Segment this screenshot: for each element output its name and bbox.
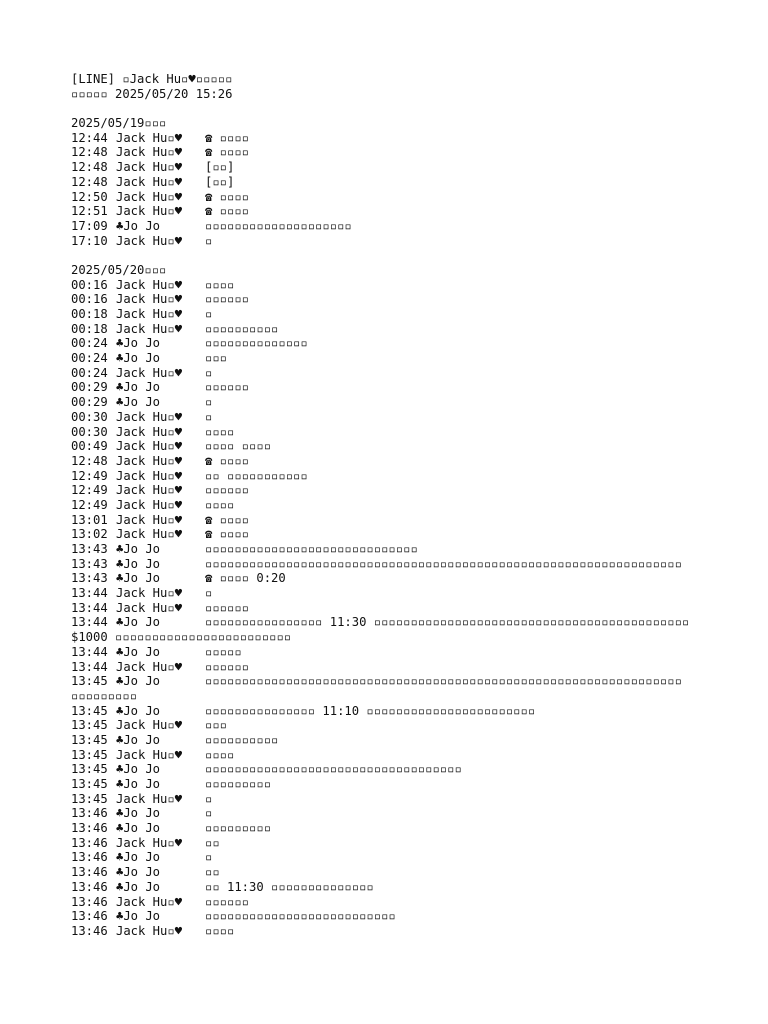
message-sender: Jack Hu▫♥	[116, 747, 183, 762]
message-time: 13:45	[71, 747, 108, 762]
message-row	[71, 601, 711, 616]
message-row	[71, 336, 711, 351]
message-row	[71, 895, 711, 910]
message-text: ▫▫▫▫▫▫▫▫▫▫▫▫▫▫▫▫▫▫▫▫	[205, 218, 352, 233]
message-row	[71, 557, 711, 572]
message-time: 13:46	[71, 806, 108, 821]
message-text: ▫▫▫▫	[205, 497, 235, 512]
message-row	[71, 454, 711, 469]
message-row	[71, 615, 711, 630]
message-sender: Jack Hu▫♥	[116, 307, 183, 321]
message-text: ☎ ▫▫▫▫	[205, 130, 250, 145]
message-time: 12:48	[71, 453, 108, 468]
message-sender: ♣Jo Jo	[116, 909, 161, 924]
message-sender: Jack Hu▫♥	[116, 174, 183, 189]
message-sender: Jack Hu▫♥	[116, 600, 183, 615]
message-row	[71, 571, 711, 586]
message-sender: Jack Hu▫♥	[116, 791, 183, 806]
message-sender: ♣Jo Jo	[116, 674, 161, 689]
message-time: 17:09	[71, 218, 108, 233]
message-sender: Jack Hu▫♥	[116, 718, 183, 733]
message-text-continuation: $1000 ▫▫▫▫▫▫▫▫▫▫▫▫▫▫▫▫▫▫▫▫▫▫▫▫	[71, 630, 292, 645]
message-row	[71, 806, 711, 821]
message-text: [▫▫]	[205, 174, 235, 189]
message-text: ☎ ▫▫▫▫	[205, 145, 250, 160]
message-time: 12:48	[71, 174, 108, 189]
message-sender: ♣Jo Jo	[116, 732, 161, 747]
message-time: 12:50	[71, 189, 108, 204]
message-text: ▫▫▫▫	[205, 277, 235, 292]
message-time: 00:16	[71, 277, 108, 292]
message-time: 13:44	[71, 615, 108, 630]
message-row	[71, 160, 711, 175]
chat-transcript	[71, 72, 711, 939]
message-time: 13:45	[71, 762, 108, 777]
message-text: ▫▫▫▫	[205, 424, 235, 439]
message-row	[71, 924, 711, 939]
message-sender: Jack Hu▫♥	[116, 497, 183, 512]
message-time: 00:30	[71, 409, 108, 424]
message-sender: Jack Hu▫♥	[116, 233, 183, 248]
message-text: ▫▫▫▫▫	[205, 644, 242, 659]
message-sender: ♣Jo Jo	[116, 380, 161, 395]
message-time: 13:45	[71, 791, 108, 806]
message-time: 13:45	[71, 703, 108, 718]
message-row	[71, 498, 711, 513]
message-sender: ♣Jo Jo	[116, 351, 161, 366]
message-text: ▫	[205, 806, 213, 821]
message-text: ▫	[205, 791, 213, 806]
message-time: 13:46	[71, 894, 108, 909]
message-row	[71, 278, 711, 293]
message-sender: Jack Hu▫♥	[116, 527, 183, 542]
message-row	[71, 836, 711, 851]
message-text: ▫▫▫▫▫▫▫▫▫▫	[205, 732, 279, 747]
message-time: 12:51	[71, 204, 108, 219]
message-row	[71, 792, 711, 807]
message-row	[71, 469, 711, 484]
message-text: ▫▫▫▫▫▫▫▫▫▫▫▫▫▫▫▫▫▫▫▫▫▫▫▫▫▫▫▫▫	[205, 542, 418, 556]
message-time: 00:24	[71, 351, 108, 366]
message-row	[71, 175, 711, 190]
message-row	[71, 733, 711, 748]
message-row	[71, 542, 711, 557]
message-row	[71, 219, 711, 234]
message-time: 00:24	[71, 365, 108, 380]
message-sender: Jack Hu▫♥	[116, 659, 183, 674]
message-sender: Jack Hu▫♥	[116, 894, 183, 909]
message-row	[71, 909, 711, 924]
message-row	[71, 145, 711, 160]
message-text: ▫▫ ▫▫▫▫▫▫▫▫▫▫▫	[205, 468, 308, 483]
message-text: ▫▫▫▫▫▫	[205, 600, 250, 615]
message-text: ▫▫▫	[205, 718, 228, 733]
message-time: 12:49	[71, 483, 108, 498]
message-sender: ♣Jo Jo	[116, 556, 161, 571]
message-text: ▫▫▫▫▫▫	[205, 659, 250, 674]
message-row	[71, 483, 711, 498]
message-row	[71, 718, 711, 733]
message-text: ☎ ▫▫▫▫	[205, 453, 250, 468]
message-text: ▫▫▫▫▫▫▫▫▫▫▫▫▫▫▫▫ 11:30 ▫▫▫▫▫▫▫▫▫▫▫▫▫▫▫▫▫▫▫▫▫▫▫▫▫▫▫▫▫▫▫▫▫▫▫▫▫▫▫▫▫▫▫	[205, 615, 690, 630]
message-time: 13:43	[71, 571, 108, 586]
message-sender: Jack Hu▫♥	[116, 130, 183, 145]
message-sender: Jack Hu▫♥	[116, 365, 183, 380]
message-sender: Jack Hu▫♥	[116, 483, 183, 498]
message-sender: ♣Jo Jo	[116, 542, 161, 556]
message-text: ▫	[205, 850, 213, 865]
message-sender: Jack Hu▫♥	[116, 512, 183, 527]
message-time: 13:44	[71, 659, 108, 674]
message-text: ▫▫▫▫▫▫▫▫▫▫▫▫▫▫	[205, 336, 308, 351]
message-time: 13:43	[71, 556, 108, 571]
message-text: ▫▫▫	[205, 351, 228, 366]
message-text: ▫▫▫▫▫▫▫▫▫▫▫▫▫▫▫▫▫▫▫▫▫▫▫▫▫▫▫▫▫▫▫▫▫▫▫▫▫▫▫▫▫▫▫▫▫▫▫▫▫▫▫▫▫▫▫▫▫▫▫▫▫▫▫▫▫	[205, 556, 682, 571]
message-sender: Jack Hu▫♥	[116, 409, 183, 424]
message-text: ▫▫▫▫▫▫▫▫▫▫▫▫▫▫▫▫▫▫▫▫▫▫▫▫▫▫▫▫▫▫▫▫▫▫▫	[205, 762, 462, 777]
message-time: 13:45	[71, 732, 108, 747]
message-time: 12:48	[71, 160, 108, 175]
message-row	[71, 190, 711, 205]
message-text: ▫▫▫▫▫▫▫▫▫▫▫▫▫▫▫▫▫▫▫▫▫▫▫▫▫▫▫▫▫▫▫▫▫▫▫▫▫▫▫▫▫▫▫▫▫▫▫▫▫▫▫▫▫▫▫▫▫▫▫▫▫▫▫▫▫	[205, 674, 682, 689]
message-time: 13:46	[71, 865, 108, 880]
message-sender: ♣Jo Jo	[116, 821, 161, 836]
message-text: ▫▫▫▫▫▫▫▫▫▫	[205, 321, 279, 336]
message-sender: ♣Jo Jo	[116, 850, 161, 865]
message-sender: ♣Jo Jo	[116, 703, 161, 718]
message-row	[71, 880, 711, 895]
message-time: 13:44	[71, 644, 108, 659]
message-text: ▫▫▫▫▫▫▫▫▫	[205, 777, 272, 791]
message-text: ▫▫▫▫▫▫	[205, 380, 250, 395]
message-row	[71, 645, 711, 660]
message-sender: ♣Jo Jo	[116, 879, 161, 894]
message-row	[71, 322, 711, 337]
spacer	[71, 248, 711, 263]
message-sender: Jack Hu▫♥	[116, 145, 183, 160]
message-text: ▫	[205, 395, 213, 410]
message-time: 12:49	[71, 497, 108, 512]
message-sender: ♣Jo Jo	[116, 336, 161, 351]
transcript-title: [LINE] ▫Jack Hu▫♥▫▫▫▫▫	[71, 72, 233, 86]
message-text-continuation: ▫▫▫▫▫▫▫▫▫	[71, 688, 138, 703]
message-sender: ♣Jo Jo	[116, 762, 161, 777]
message-sender: Jack Hu▫♥	[116, 321, 183, 336]
message-sender: ♣Jo Jo	[116, 571, 161, 586]
message-row	[71, 380, 711, 395]
message-sender: Jack Hu▫♥	[116, 277, 183, 292]
message-row	[71, 131, 711, 146]
message-sender: Jack Hu▫♥	[116, 835, 183, 850]
message-time: 00:18	[71, 321, 108, 336]
message-sender: Jack Hu▫♥	[116, 439, 183, 454]
message-text: ▫▫▫▫▫▫	[205, 894, 250, 909]
message-text: ☎ ▫▫▫▫ 0:20	[205, 571, 286, 586]
message-time: 00:29	[71, 395, 108, 410]
date-header: 2025/05/20▫▫▫	[71, 262, 167, 277]
message-row	[71, 704, 711, 719]
message-time: 12:49	[71, 468, 108, 483]
message-time: 13:45	[71, 777, 108, 791]
message-text: ▫▫▫▫	[205, 923, 235, 938]
message-row	[71, 865, 711, 880]
message-time: 13:44	[71, 600, 108, 615]
message-time: 13:45	[71, 718, 108, 733]
message-text: ▫	[205, 307, 213, 321]
message-text: ▫▫▫▫▫▫▫▫▫▫▫▫▫▫▫ 11:10 ▫▫▫▫▫▫▫▫▫▫▫▫▫▫▫▫▫▫▫▫▫▫▫	[205, 703, 536, 718]
message-time: 13:44	[71, 586, 108, 601]
message-row	[71, 425, 711, 440]
message-row	[71, 821, 711, 836]
date-header: 2025/05/19▫▫▫	[71, 116, 167, 131]
message-time: 00:16	[71, 292, 108, 307]
message-row	[71, 777, 711, 792]
message-text: ▫▫▫▫▫▫	[205, 292, 250, 307]
message-time: 00:29	[71, 380, 108, 395]
message-sender: ♣Jo Jo	[116, 615, 161, 630]
message-text: ▫▫▫▫▫▫▫▫▫	[205, 821, 272, 836]
message-text: ▫▫▫▫▫▫	[205, 483, 250, 498]
message-text: ▫	[205, 233, 213, 248]
message-sender: Jack Hu▫♥	[116, 586, 183, 601]
message-time: 13:45	[71, 674, 108, 689]
message-text: ▫	[205, 365, 213, 380]
message-time: 17:10	[71, 233, 108, 248]
message-row	[71, 850, 711, 865]
message-time: 13:01	[71, 512, 108, 527]
message-text: [▫▫]	[205, 160, 235, 175]
message-row	[71, 586, 711, 601]
message-time: 12:44	[71, 130, 108, 145]
message-text: ☎ ▫▫▫▫	[205, 189, 250, 204]
message-sender: Jack Hu▫♥	[116, 424, 183, 439]
message-sender: Jack Hu▫♥	[116, 189, 183, 204]
spacer	[71, 101, 711, 116]
message-time: 13:46	[71, 923, 108, 938]
message-time: 13:43	[71, 542, 108, 556]
message-text: ▫▫▫▫▫▫▫▫▫▫▫▫▫▫▫▫▫▫▫▫▫▫▫▫▫▫	[205, 909, 396, 924]
message-time: 00:18	[71, 307, 108, 321]
message-row	[71, 292, 711, 307]
message-time: 13:46	[71, 879, 108, 894]
message-sender: ♣Jo Jo	[116, 644, 161, 659]
message-row	[71, 366, 711, 381]
message-row	[71, 307, 711, 322]
message-row	[71, 234, 711, 249]
message-time: 12:48	[71, 145, 108, 160]
message-sender: Jack Hu▫♥	[116, 468, 183, 483]
message-row	[71, 204, 711, 219]
message-row	[71, 513, 711, 528]
message-row	[71, 762, 711, 777]
message-text: ☎ ▫▫▫▫	[205, 204, 250, 219]
day-list	[71, 116, 711, 939]
message-text: ▫▫	[205, 865, 220, 880]
message-text: ▫▫▫▫ ▫▫▫▫	[205, 439, 272, 454]
message-text: ☎ ▫▫▫▫	[205, 512, 250, 527]
message-sender: ♣Jo Jo	[116, 777, 161, 791]
message-time: 13:46	[71, 850, 108, 865]
message-row	[71, 439, 711, 454]
message-time: 00:30	[71, 424, 108, 439]
message-row	[71, 748, 711, 763]
message-sender: ♣Jo Jo	[116, 865, 161, 880]
message-text: ▫▫▫▫	[205, 747, 235, 762]
message-sender: ♣Jo Jo	[116, 806, 161, 821]
message-sender: Jack Hu▫♥	[116, 923, 183, 938]
message-time: 00:49	[71, 439, 108, 454]
message-row	[71, 395, 711, 410]
message-time: 13:46	[71, 835, 108, 850]
message-text: ☎ ▫▫▫▫	[205, 527, 250, 542]
message-sender: ♣Jo Jo	[116, 395, 161, 410]
message-row	[71, 527, 711, 542]
message-time: 13:46	[71, 909, 108, 924]
message-time: 13:46	[71, 821, 108, 836]
message-sender: Jack Hu▫♥	[116, 292, 183, 307]
message-sender: Jack Hu▫♥	[116, 453, 183, 468]
message-time: 13:02	[71, 527, 108, 542]
message-text: ▫	[205, 409, 213, 424]
message-time: 00:24	[71, 336, 108, 351]
message-sender: ♣Jo Jo	[116, 218, 161, 233]
message-text: ▫▫ 11:30 ▫▫▫▫▫▫▫▫▫▫▫▫▫▫	[205, 879, 374, 894]
message-sender: Jack Hu▫♥	[116, 160, 183, 175]
saved-timestamp: ▫▫▫▫▫ 2025/05/20 15:26	[71, 86, 233, 101]
message-row	[71, 351, 711, 366]
message-text: ▫	[205, 586, 213, 601]
message-text: ▫▫	[205, 835, 220, 850]
message-sender: Jack Hu▫♥	[116, 204, 183, 219]
message-row	[71, 674, 711, 689]
message-row	[71, 410, 711, 425]
message-row	[71, 660, 711, 675]
